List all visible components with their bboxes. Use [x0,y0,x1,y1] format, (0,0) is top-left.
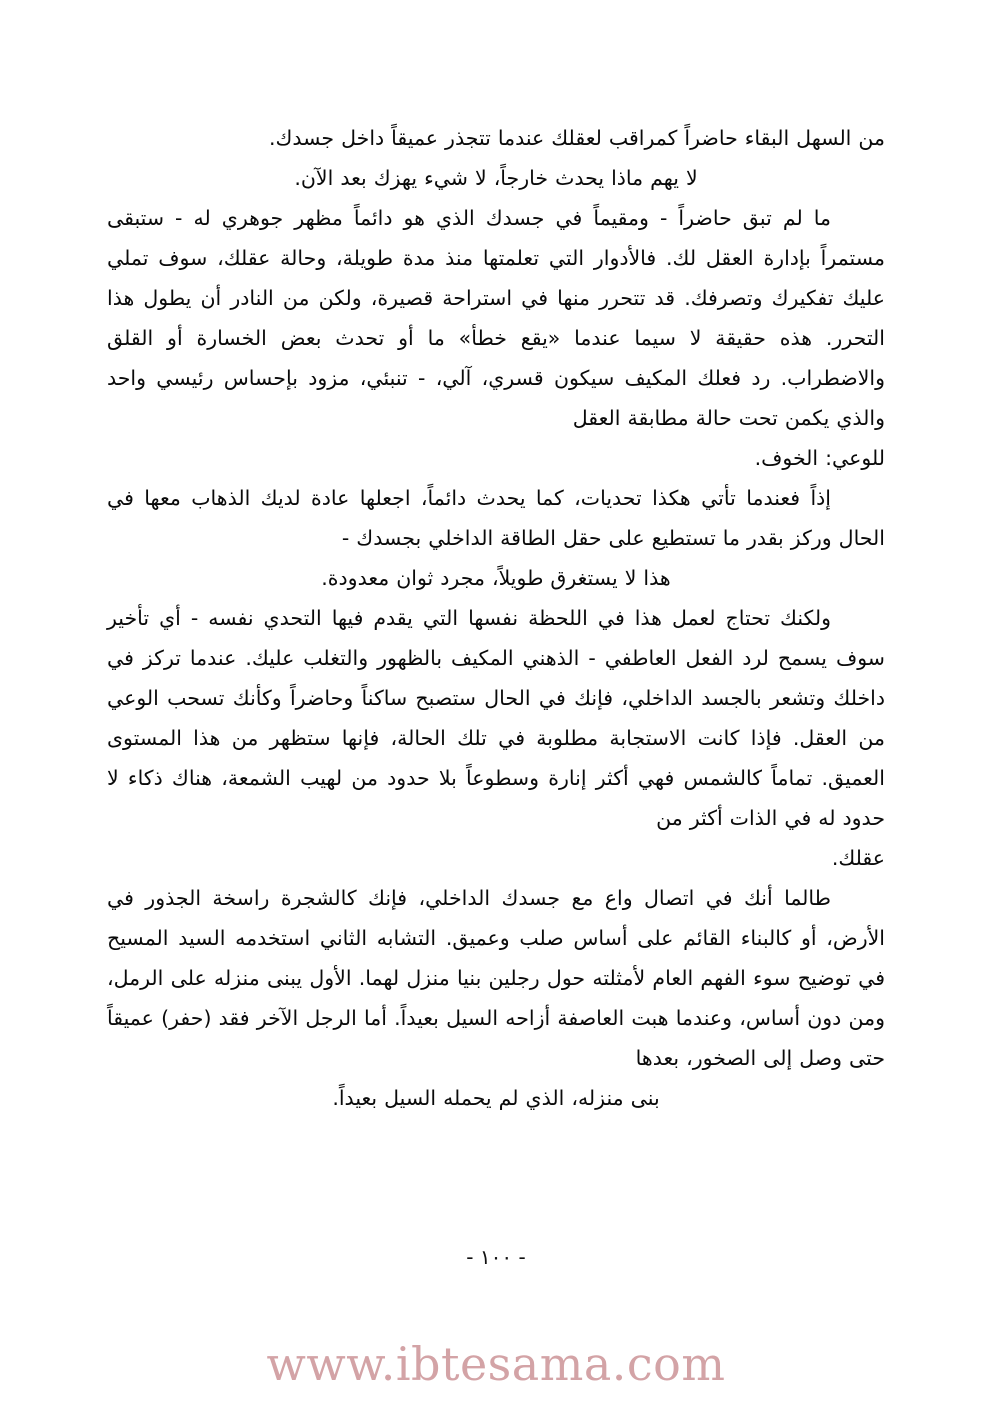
body-text-column [107,118,885,1118]
paragraph-1-text: من السهل البقاء حاضراً كمراقب لعقلك عندما تتجذر عميقاً داخل جسدك. [268,126,885,150]
paragraph-3-tail: هذا لا يستغرق طويلاً، مجرد ثوان معدودة. [321,566,671,590]
site-watermark: www.ibtesama.com [266,1337,726,1391]
paragraph-5-text: طالما أنك في اتصال واع مع جسدك الداخلي، فإنك كالشجرة راسخة الجذور في الأرض، أو كالبناء القائم على أساس صلب وعميق. التشابه الثاني استخدمه السيد المسيح في توضيح سوء الفهم العام لأمثلته حول رجلين بنيا منزل لهما. الأول يبنى منزله على الرمل، ومن دون أساس، وعندما هبت العاصفة أزاحه السيل بعيداً. أما الرجل الآخر فقد (حفر) عميقاً حتى وصل إلى الصخور، بعدها [107,886,885,1070]
paragraph-3-text: إذاً فعندما تأتي هكذا تحديات، كما يحدث دائماً، اجعلها عادة لديك الذهاب معها في الحال وركز بقدر ما تستطيع على حقل الطاقة الداخلي بجسدك - [107,486,885,550]
paragraph-3 [107,478,885,598]
paragraph-2 [107,198,885,478]
page-number: - ١٠٠ - [466,1245,526,1269]
paragraph-4-text: ولكنك تحتاج لعمل هذا في اللحظة نفسها التي يقدم فيها التحدي نفسه - أي تأخير سوف يسمح لرد الفعل العاطفي - الذهني المكيف بالظهور والتغلب عليك. عندما تركز في داخلك وتشعر بالجسد الداخلي، فإنك في الحال ستصبح ساكناً وحاضراً وكأنك تسحب الوعي من العقل. فإذا كانت الاستجابة مطلوبة في تلك الحالة، فإنها ستظهر من هذا المستوى العميق. تماماً كالشمس فهي أكثر إنارة وسطوعاً بلا حدود من لهيب الشمعة، هناك ذكاء لا حدود له في الذات أكثر من [107,606,885,830]
paragraph-1-tail: لا يهم ماذا يحدث خارجاً، لا شيء يهزك بعد الآن. [294,166,698,190]
paragraph-2-tail: للوعي: الخوف. [754,446,885,470]
paragraph-1 [107,118,885,198]
paragraph-5-tail: بنى منزله، الذي لم يحمله السيل بعيداً. [332,1086,660,1110]
paragraph-4 [107,598,885,878]
paragraph-4-tail: عقلك. [831,846,885,870]
paragraph-2-text: ما لم تبق حاضراً - ومقيماً في جسدك الذي هو دائماً مظهر جوهري له - ستبقى مستمراً بإدارة العقل لك. فالأدوار التي تعلمتها منذ مدة طويلة، وحالة عقلك، سوف تملي عليك تفكيرك وتصرفك. قد تتحرر منها في استراحة قصيرة، ولكن من النادر أن يطول هذا التحرر. هذه حقيقة لا سيما عندما «يقع خطأ» ما أو تحدث بعض الخسارة أو القلق والاضطراب. رد فعلك المكيف سيكون قسري، آلي، - تنبئي، مزود بإحساس رئيسي واحد والذي يكمن تحت حالة مطابقة العقل [107,206,885,430]
paragraph-5 [107,878,885,1118]
